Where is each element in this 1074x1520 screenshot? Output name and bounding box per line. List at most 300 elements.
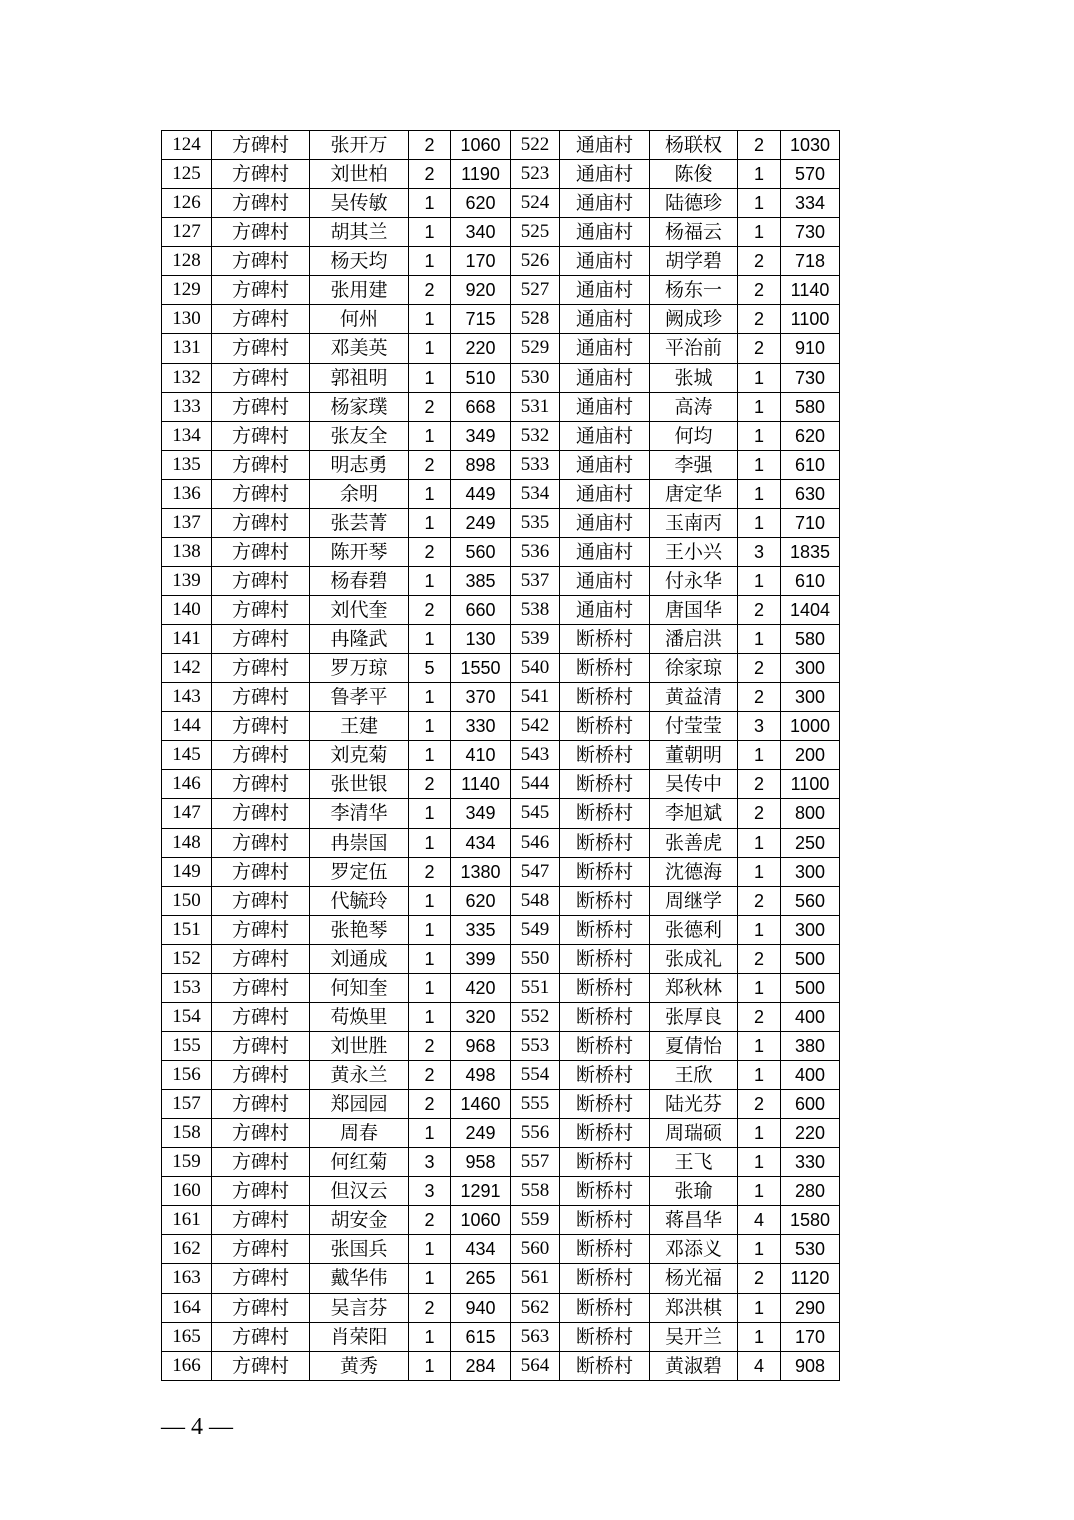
right-amount-cell: 718 — [781, 247, 840, 276]
right-count-cell: 4 — [738, 1351, 781, 1380]
left-amount-cell: 385 — [451, 566, 511, 595]
left-amount-cell: 349 — [451, 799, 511, 828]
left-count-cell: 2 — [409, 770, 451, 799]
left-name-cell: 但汉云 — [310, 1177, 409, 1206]
right-amount-cell: 250 — [781, 828, 840, 857]
left-amount-cell: 434 — [451, 828, 511, 857]
table-row — [162, 712, 840, 741]
left-village-cell: 方碑村 — [212, 1351, 310, 1380]
right-name-cell: 潘启洪 — [650, 625, 738, 654]
left-count-cell: 1 — [409, 973, 451, 1002]
left-amount-cell: 560 — [451, 537, 511, 566]
table-row — [162, 1351, 840, 1380]
right-serial-cell: 541 — [511, 683, 560, 712]
table-row — [162, 1322, 840, 1351]
left-village-cell: 方碑村 — [212, 1031, 310, 1060]
right-village-cell: 断桥村 — [560, 1061, 650, 1090]
right-serial-cell: 529 — [511, 334, 560, 363]
left-name-cell: 罗定伍 — [310, 857, 409, 886]
table-row — [162, 915, 840, 944]
left-amount-cell: 370 — [451, 683, 511, 712]
left-count-cell: 2 — [409, 450, 451, 479]
right-serial-cell: 549 — [511, 915, 560, 944]
right-name-cell: 王欣 — [650, 1061, 738, 1090]
right-count-cell: 2 — [738, 683, 781, 712]
right-count-cell: 1 — [738, 508, 781, 537]
right-name-cell: 杨福云 — [650, 218, 738, 247]
table-row — [162, 625, 840, 654]
right-name-cell: 何均 — [650, 421, 738, 450]
right-name-cell: 黄益清 — [650, 683, 738, 712]
right-amount-cell: 580 — [781, 625, 840, 654]
right-amount-cell: 300 — [781, 654, 840, 683]
page-number: — 4 — — [161, 1414, 233, 1440]
right-serial-cell: 561 — [511, 1264, 560, 1293]
left-count-cell: 1 — [409, 566, 451, 595]
left-amount-cell: 249 — [451, 1119, 511, 1148]
left-amount-cell: 1380 — [451, 857, 511, 886]
table-row — [162, 305, 840, 334]
right-count-cell: 2 — [738, 886, 781, 915]
left-name-cell: 何知奎 — [310, 973, 409, 1002]
left-serial-cell: 151 — [162, 915, 212, 944]
left-count-cell: 1 — [409, 305, 451, 334]
right-amount-cell: 280 — [781, 1177, 840, 1206]
left-serial-cell: 166 — [162, 1351, 212, 1380]
right-name-cell: 张德利 — [650, 915, 738, 944]
right-amount-cell: 570 — [781, 160, 840, 189]
right-serial-cell: 546 — [511, 828, 560, 857]
right-village-cell: 断桥村 — [560, 1264, 650, 1293]
left-serial-cell: 155 — [162, 1031, 212, 1060]
right-serial-cell: 557 — [511, 1148, 560, 1177]
right-count-cell: 1 — [738, 189, 781, 218]
left-village-cell: 方碑村 — [212, 799, 310, 828]
right-count-cell: 2 — [738, 770, 781, 799]
right-amount-cell: 620 — [781, 421, 840, 450]
left-name-cell: 张艳琴 — [310, 915, 409, 944]
left-name-cell: 杨家璞 — [310, 392, 409, 421]
right-name-cell: 沈德海 — [650, 857, 738, 886]
left-village-cell: 方碑村 — [212, 566, 310, 595]
right-count-cell: 2 — [738, 305, 781, 334]
right-count-cell: 2 — [738, 1002, 781, 1031]
right-count-cell: 1 — [738, 1293, 781, 1322]
right-name-cell: 吴传中 — [650, 770, 738, 799]
left-village-cell: 方碑村 — [212, 1119, 310, 1148]
left-amount-cell: 1060 — [451, 1206, 511, 1235]
right-name-cell: 平治前 — [650, 334, 738, 363]
left-name-cell: 王建 — [310, 712, 409, 741]
table-row — [162, 1090, 840, 1119]
right-serial-cell: 545 — [511, 799, 560, 828]
left-village-cell: 方碑村 — [212, 712, 310, 741]
right-serial-cell: 534 — [511, 479, 560, 508]
left-village-cell: 方碑村 — [212, 596, 310, 625]
right-serial-cell: 539 — [511, 625, 560, 654]
left-serial-cell: 148 — [162, 828, 212, 857]
left-amount-cell: 620 — [451, 886, 511, 915]
right-village-cell: 通庙村 — [560, 450, 650, 479]
right-count-cell: 1 — [738, 1119, 781, 1148]
right-amount-cell: 330 — [781, 1148, 840, 1177]
right-amount-cell: 1100 — [781, 305, 840, 334]
right-serial-cell: 551 — [511, 973, 560, 1002]
right-name-cell: 蒋昌华 — [650, 1206, 738, 1235]
left-count-cell: 1 — [409, 741, 451, 770]
left-village-cell: 方碑村 — [212, 247, 310, 276]
left-village-cell: 方碑村 — [212, 1061, 310, 1090]
table-row — [162, 1031, 840, 1060]
right-amount-cell: 500 — [781, 944, 840, 973]
left-amount-cell: 668 — [451, 392, 511, 421]
left-count-cell: 1 — [409, 479, 451, 508]
left-count-cell: 1 — [409, 828, 451, 857]
left-serial-cell: 142 — [162, 654, 212, 683]
right-serial-cell: 527 — [511, 276, 560, 305]
right-name-cell: 李旭斌 — [650, 799, 738, 828]
left-count-cell: 1 — [409, 247, 451, 276]
right-serial-cell: 537 — [511, 566, 560, 595]
right-serial-cell: 564 — [511, 1351, 560, 1380]
left-name-cell: 张芸菁 — [310, 508, 409, 537]
right-count-cell: 1 — [738, 421, 781, 450]
right-serial-cell: 554 — [511, 1061, 560, 1090]
right-amount-cell: 1030 — [781, 131, 840, 160]
left-count-cell: 2 — [409, 1293, 451, 1322]
left-name-cell: 苟焕里 — [310, 1002, 409, 1031]
right-amount-cell: 200 — [781, 741, 840, 770]
left-village-cell: 方碑村 — [212, 421, 310, 450]
table-row — [162, 160, 840, 189]
right-name-cell: 唐定华 — [650, 479, 738, 508]
right-amount-cell: 908 — [781, 1351, 840, 1380]
right-amount-cell: 1000 — [781, 712, 840, 741]
right-amount-cell: 630 — [781, 479, 840, 508]
left-name-cell: 冉崇国 — [310, 828, 409, 857]
left-amount-cell: 410 — [451, 741, 511, 770]
left-name-cell: 周春 — [310, 1119, 409, 1148]
left-name-cell: 张开万 — [310, 131, 409, 160]
left-name-cell: 刘代奎 — [310, 596, 409, 625]
left-serial-cell: 145 — [162, 741, 212, 770]
right-amount-cell: 1835 — [781, 537, 840, 566]
left-name-cell: 罗万琼 — [310, 654, 409, 683]
right-amount-cell: 400 — [781, 1002, 840, 1031]
left-name-cell: 明志勇 — [310, 450, 409, 479]
left-village-cell: 方碑村 — [212, 770, 310, 799]
left-village-cell: 方碑村 — [212, 450, 310, 479]
right-village-cell: 断桥村 — [560, 1119, 650, 1148]
right-serial-cell: 536 — [511, 537, 560, 566]
left-village-cell: 方碑村 — [212, 828, 310, 857]
left-count-cell: 1 — [409, 625, 451, 654]
right-village-cell: 断桥村 — [560, 1002, 650, 1031]
left-name-cell: 何州 — [310, 305, 409, 334]
right-village-cell: 通庙村 — [560, 189, 650, 218]
right-serial-cell: 563 — [511, 1322, 560, 1351]
table-row — [162, 741, 840, 770]
left-name-cell: 冉隆武 — [310, 625, 409, 654]
right-count-cell: 1 — [738, 828, 781, 857]
left-serial-cell: 146 — [162, 770, 212, 799]
left-village-cell: 方碑村 — [212, 1264, 310, 1293]
left-count-cell: 1 — [409, 712, 451, 741]
right-name-cell: 周继学 — [650, 886, 738, 915]
right-count-cell: 4 — [738, 1206, 781, 1235]
left-amount-cell: 284 — [451, 1351, 511, 1380]
left-serial-cell: 144 — [162, 712, 212, 741]
left-amount-cell: 434 — [451, 1235, 511, 1264]
right-village-cell: 断桥村 — [560, 799, 650, 828]
right-amount-cell: 910 — [781, 334, 840, 363]
right-amount-cell: 710 — [781, 508, 840, 537]
left-village-cell: 方碑村 — [212, 131, 310, 160]
left-amount-cell: 498 — [451, 1061, 511, 1090]
right-amount-cell: 1580 — [781, 1206, 840, 1235]
left-name-cell: 胡其兰 — [310, 218, 409, 247]
right-serial-cell: 532 — [511, 421, 560, 450]
right-serial-cell: 556 — [511, 1119, 560, 1148]
right-name-cell: 吴开兰 — [650, 1322, 738, 1351]
left-count-cell: 1 — [409, 363, 451, 392]
left-village-cell: 方碑村 — [212, 189, 310, 218]
right-count-cell: 1 — [738, 1148, 781, 1177]
left-serial-cell: 126 — [162, 189, 212, 218]
right-serial-cell: 559 — [511, 1206, 560, 1235]
right-village-cell: 断桥村 — [560, 886, 650, 915]
left-count-cell: 2 — [409, 1061, 451, 1090]
table-row — [162, 1002, 840, 1031]
left-name-cell: 张国兵 — [310, 1235, 409, 1264]
left-village-cell: 方碑村 — [212, 479, 310, 508]
right-serial-cell: 533 — [511, 450, 560, 479]
left-count-cell: 2 — [409, 1031, 451, 1060]
left-count-cell: 1 — [409, 944, 451, 973]
left-serial-cell: 127 — [162, 218, 212, 247]
right-name-cell: 王小兴 — [650, 537, 738, 566]
table-row — [162, 1293, 840, 1322]
left-name-cell: 邓美英 — [310, 334, 409, 363]
left-count-cell: 1 — [409, 421, 451, 450]
left-name-cell: 郭祖明 — [310, 363, 409, 392]
left-amount-cell: 1291 — [451, 1177, 511, 1206]
left-serial-cell: 164 — [162, 1293, 212, 1322]
left-name-cell: 刘世柏 — [310, 160, 409, 189]
left-serial-cell: 125 — [162, 160, 212, 189]
table-row — [162, 973, 840, 1002]
left-serial-cell: 141 — [162, 625, 212, 654]
left-count-cell: 2 — [409, 392, 451, 421]
right-village-cell: 断桥村 — [560, 625, 650, 654]
right-name-cell: 黄淑碧 — [650, 1351, 738, 1380]
right-village-cell: 断桥村 — [560, 683, 650, 712]
left-serial-cell: 156 — [162, 1061, 212, 1090]
table-row — [162, 596, 840, 625]
right-count-cell: 1 — [738, 1322, 781, 1351]
table-row — [162, 566, 840, 595]
right-count-cell: 2 — [738, 596, 781, 625]
right-count-cell: 1 — [738, 1031, 781, 1060]
right-serial-cell: 543 — [511, 741, 560, 770]
right-count-cell: 2 — [738, 131, 781, 160]
left-village-cell: 方碑村 — [212, 276, 310, 305]
right-name-cell: 张成礼 — [650, 944, 738, 973]
table-row — [162, 683, 840, 712]
table-row — [162, 857, 840, 886]
left-name-cell: 陈开琴 — [310, 537, 409, 566]
left-village-cell: 方碑村 — [212, 1177, 310, 1206]
left-amount-cell: 1460 — [451, 1090, 511, 1119]
right-amount-cell: 170 — [781, 1322, 840, 1351]
right-serial-cell: 526 — [511, 247, 560, 276]
left-name-cell: 张世银 — [310, 770, 409, 799]
left-count-cell: 1 — [409, 683, 451, 712]
left-name-cell: 代毓玲 — [310, 886, 409, 915]
right-village-cell: 断桥村 — [560, 1351, 650, 1380]
table-row — [162, 131, 840, 160]
table-row — [162, 508, 840, 537]
table-row — [162, 1119, 840, 1148]
left-serial-cell: 163 — [162, 1264, 212, 1293]
left-village-cell: 方碑村 — [212, 1322, 310, 1351]
left-count-cell: 2 — [409, 537, 451, 566]
right-name-cell: 付永华 — [650, 566, 738, 595]
left-serial-cell: 158 — [162, 1119, 212, 1148]
left-count-cell: 1 — [409, 915, 451, 944]
table-row — [162, 1061, 840, 1090]
right-amount-cell: 1404 — [781, 596, 840, 625]
right-amount-cell: 580 — [781, 392, 840, 421]
right-serial-cell: 558 — [511, 1177, 560, 1206]
left-village-cell: 方碑村 — [212, 973, 310, 1002]
left-serial-cell: 152 — [162, 944, 212, 973]
right-amount-cell: 1100 — [781, 770, 840, 799]
left-serial-cell: 154 — [162, 1002, 212, 1031]
left-amount-cell: 1060 — [451, 131, 511, 160]
left-village-cell: 方碑村 — [212, 1148, 310, 1177]
right-amount-cell: 530 — [781, 1235, 840, 1264]
right-village-cell: 断桥村 — [560, 828, 650, 857]
left-serial-cell: 159 — [162, 1148, 212, 1177]
right-amount-cell: 610 — [781, 450, 840, 479]
right-count-cell: 2 — [738, 799, 781, 828]
right-amount-cell: 300 — [781, 683, 840, 712]
right-village-cell: 断桥村 — [560, 1177, 650, 1206]
right-name-cell: 张城 — [650, 363, 738, 392]
right-amount-cell: 730 — [781, 363, 840, 392]
table-body — [162, 131, 840, 1381]
table-row — [162, 334, 840, 363]
right-amount-cell: 300 — [781, 857, 840, 886]
left-amount-cell: 1190 — [451, 160, 511, 189]
left-name-cell: 吴传敏 — [310, 189, 409, 218]
right-serial-cell: 522 — [511, 131, 560, 160]
left-serial-cell: 160 — [162, 1177, 212, 1206]
left-village-cell: 方碑村 — [212, 363, 310, 392]
left-village-cell: 方碑村 — [212, 886, 310, 915]
left-name-cell: 黄永兰 — [310, 1061, 409, 1090]
left-serial-cell: 157 — [162, 1090, 212, 1119]
left-village-cell: 方碑村 — [212, 944, 310, 973]
right-village-cell: 通庙村 — [560, 537, 650, 566]
right-serial-cell: 550 — [511, 944, 560, 973]
right-serial-cell: 562 — [511, 1293, 560, 1322]
left-village-cell: 方碑村 — [212, 654, 310, 683]
right-amount-cell: 600 — [781, 1090, 840, 1119]
left-count-cell: 3 — [409, 1177, 451, 1206]
right-serial-cell: 555 — [511, 1090, 560, 1119]
right-serial-cell: 553 — [511, 1031, 560, 1060]
left-count-cell: 1 — [409, 218, 451, 247]
right-name-cell: 张善虎 — [650, 828, 738, 857]
left-serial-cell: 153 — [162, 973, 212, 1002]
left-count-cell: 3 — [409, 1148, 451, 1177]
left-serial-cell: 129 — [162, 276, 212, 305]
left-serial-cell: 136 — [162, 479, 212, 508]
right-count-cell: 1 — [738, 160, 781, 189]
right-count-cell: 1 — [738, 625, 781, 654]
left-amount-cell: 968 — [451, 1031, 511, 1060]
right-serial-cell: 560 — [511, 1235, 560, 1264]
left-name-cell: 胡安金 — [310, 1206, 409, 1235]
right-amount-cell: 800 — [781, 799, 840, 828]
right-count-cell: 2 — [738, 1264, 781, 1293]
left-count-cell: 1 — [409, 886, 451, 915]
left-name-cell: 张友全 — [310, 421, 409, 450]
left-name-cell: 杨春碧 — [310, 566, 409, 595]
right-name-cell: 周瑞硕 — [650, 1119, 738, 1148]
left-serial-cell: 139 — [162, 566, 212, 595]
left-serial-cell: 135 — [162, 450, 212, 479]
right-amount-cell: 300 — [781, 915, 840, 944]
left-count-cell: 2 — [409, 1206, 451, 1235]
left-amount-cell: 265 — [451, 1264, 511, 1293]
right-name-cell: 王飞 — [650, 1148, 738, 1177]
left-count-cell: 1 — [409, 1264, 451, 1293]
right-name-cell: 高涛 — [650, 392, 738, 421]
left-village-cell: 方碑村 — [212, 1293, 310, 1322]
left-name-cell: 张用建 — [310, 276, 409, 305]
left-amount-cell: 898 — [451, 450, 511, 479]
table-row — [162, 537, 840, 566]
left-count-cell: 1 — [409, 1351, 451, 1380]
right-village-cell: 断桥村 — [560, 1293, 650, 1322]
right-serial-cell: 540 — [511, 654, 560, 683]
left-serial-cell: 161 — [162, 1206, 212, 1235]
table-row — [162, 450, 840, 479]
right-village-cell: 通庙村 — [560, 131, 650, 160]
left-serial-cell: 124 — [162, 131, 212, 160]
left-count-cell: 1 — [409, 1235, 451, 1264]
right-name-cell: 陆光芬 — [650, 1090, 738, 1119]
left-serial-cell: 147 — [162, 799, 212, 828]
left-amount-cell: 615 — [451, 1322, 511, 1351]
table-row — [162, 1206, 840, 1235]
left-name-cell: 何红菊 — [310, 1148, 409, 1177]
right-name-cell: 杨光福 — [650, 1264, 738, 1293]
right-village-cell: 通庙村 — [560, 276, 650, 305]
left-serial-cell: 143 — [162, 683, 212, 712]
left-name-cell: 黄秀 — [310, 1351, 409, 1380]
table-row — [162, 247, 840, 276]
right-count-cell: 1 — [738, 1235, 781, 1264]
left-count-cell: 2 — [409, 131, 451, 160]
left-serial-cell: 150 — [162, 886, 212, 915]
right-name-cell: 郑洪棋 — [650, 1293, 738, 1322]
left-count-cell: 2 — [409, 1090, 451, 1119]
right-name-cell: 阙成珍 — [650, 305, 738, 334]
